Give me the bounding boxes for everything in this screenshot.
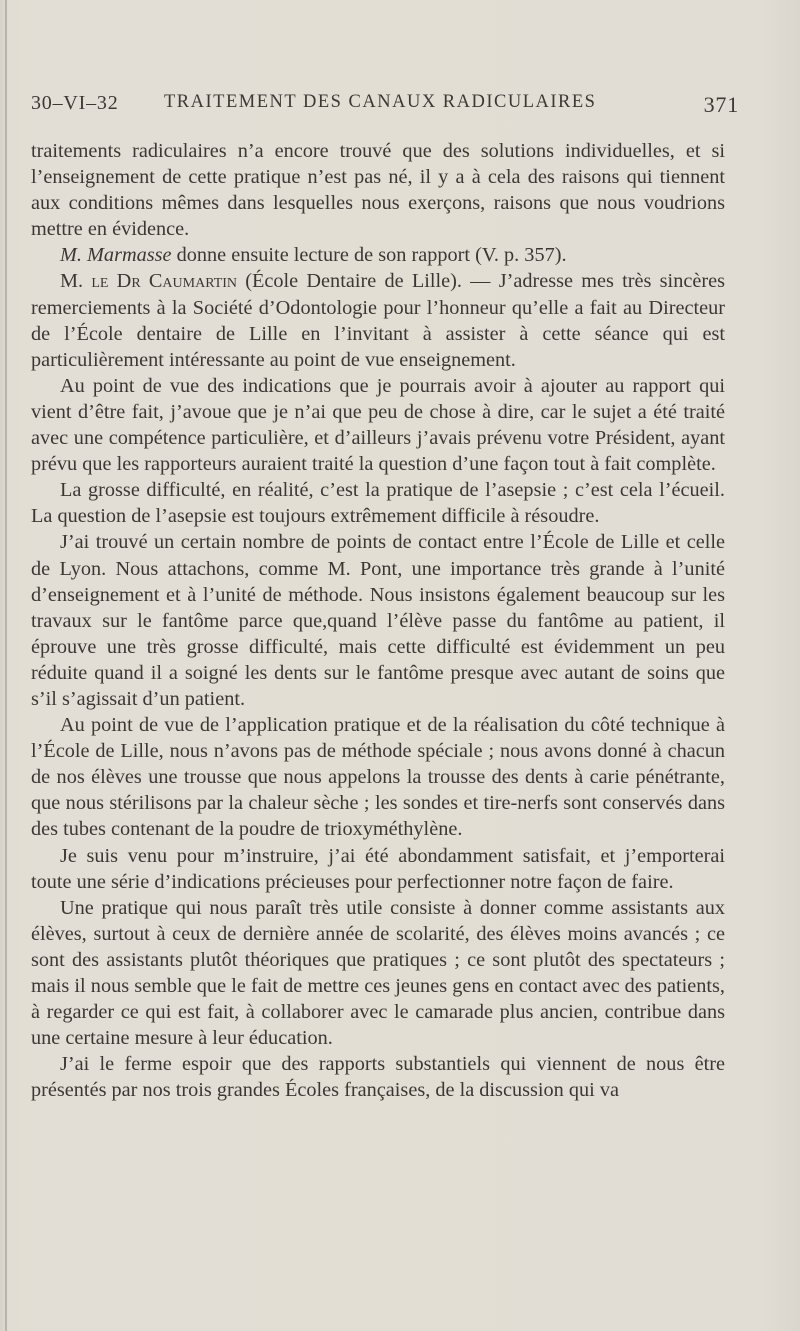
paragraph-6: J’ai trouvé un certain nombre de points de contact entre l’École de Lille et celle de Lyon. Nous attachons, comme M. Pont, une importance très grande à l’unité d’enseignement et à l’unité de méthode. Nous insistons également beaucoup sur les travaux sur le fantôme parce que,quand l’élève passe du fantôme au patient, il éprouve une très grosse difficulté, mais cette difficulté est évidemment un peu réduite quand il a soigné les dents sur le fantôme presque avec autant de soins que s’il s’agissait d’un patient. xyxy=(31,531,725,710)
paragraph-8: Je suis venu pour m’instruire, j’ai été abondamment satisfait, et j’emporterai toute une série d’indications précieuses pour perfectionner notre façon de faire. xyxy=(31,844,725,893)
paragraph-7: Au point de vue de l’application pratique et de la réalisation du côté technique à l’École de Lille, nous n’avons pas de méthode spéciale ; nous avons donné à chacun de nos élèves une trousse que nous appelons la trousse des dents à carie pénétrante, que nous stérilisons par la chaleur sèche ; les sondes et tire-nerfs sont conservés dans des tubes contenant de la poudre de trioxyméthylène. xyxy=(31,714,725,841)
speaker-name: M. Marmasse xyxy=(60,244,172,267)
paragraph-3-text: (École Dentaire de Lille). — J’adresse mes très sincères remerciements à la Société d’Odontologie pour l’honneur qu’elle a fait au Directeur de l’École dentaire de Lille en l’invitant à assister à cette séance qui est particulièrement intéressante au point de vue enseignement. xyxy=(31,270,725,371)
paragraph-5: La grosse difficulté, en réalité, c’est la pratique de l’asepsie ; c’est cela l’écueil. La question de l’asepsie est toujours extrêmement difficile à résoudre. xyxy=(31,479,725,528)
page-number: 371 xyxy=(703,92,739,117)
body-text xyxy=(31,138,725,1103)
running-title: TRAITEMENT DES CANAUX RADICULAIRES xyxy=(164,92,597,112)
paragraph-2-text: donne ensuite lecture de son rapport (V. p. 357). xyxy=(171,244,567,267)
running-header xyxy=(31,92,739,124)
paragraph-4: Au point de vue des indications que je pourrais avoir à ajouter au rapport qui vient d’être fait, j’avoue que je n’ai que peu de chose à dire, car le sujet a été traité avec une compétence particulière, et d’ailleurs j’avais prévenu votre Président, ayant prévu que les rapporteurs auraient traité la question d’une façon tout à fait complète. xyxy=(31,374,725,476)
binding-gutter xyxy=(5,0,7,1331)
paragraph-3 xyxy=(31,268,725,372)
paragraph-10: J’ai le ferme espoir que des rapports substantiels qui viennent de nous être présentés par nos trois grandes Écoles françaises, de la discussion qui va xyxy=(31,1053,725,1102)
paragraph-9: Une pratique qui nous paraît très utile consiste à donner comme assistants aux élèves, surtout à ceux de dernière année de scolarité, des élèves moins avancés ; ce sont des assistants plutôt théoriques que pratiques ; ce sont plutôt des spectateurs ; mais il nous semble que le fait de mettre ces jeunes gens en contact avec des patients, à regarder ce qui est fait, à collaborer avec le camarade plus ancien, contribue dans une certaine mesure à leur éducation. xyxy=(31,896,725,1050)
paragraph-1: traitements radiculaires n’a encore trouvé que des solutions individuelles, et si l’enseignement de cette pratique n’est pas né, il y a à cela des raisons qui tiennent aux conditions mêmes dans lesquelles nous exerçons, raisons que nous voudrions mettre en évidence. xyxy=(31,140,725,241)
speaker-prefix: M. xyxy=(60,270,92,293)
paragraph-2 xyxy=(31,242,725,268)
speaker-name: le Dr Caumartin xyxy=(91,270,238,293)
header-date: 30–VI–32 xyxy=(31,92,119,114)
